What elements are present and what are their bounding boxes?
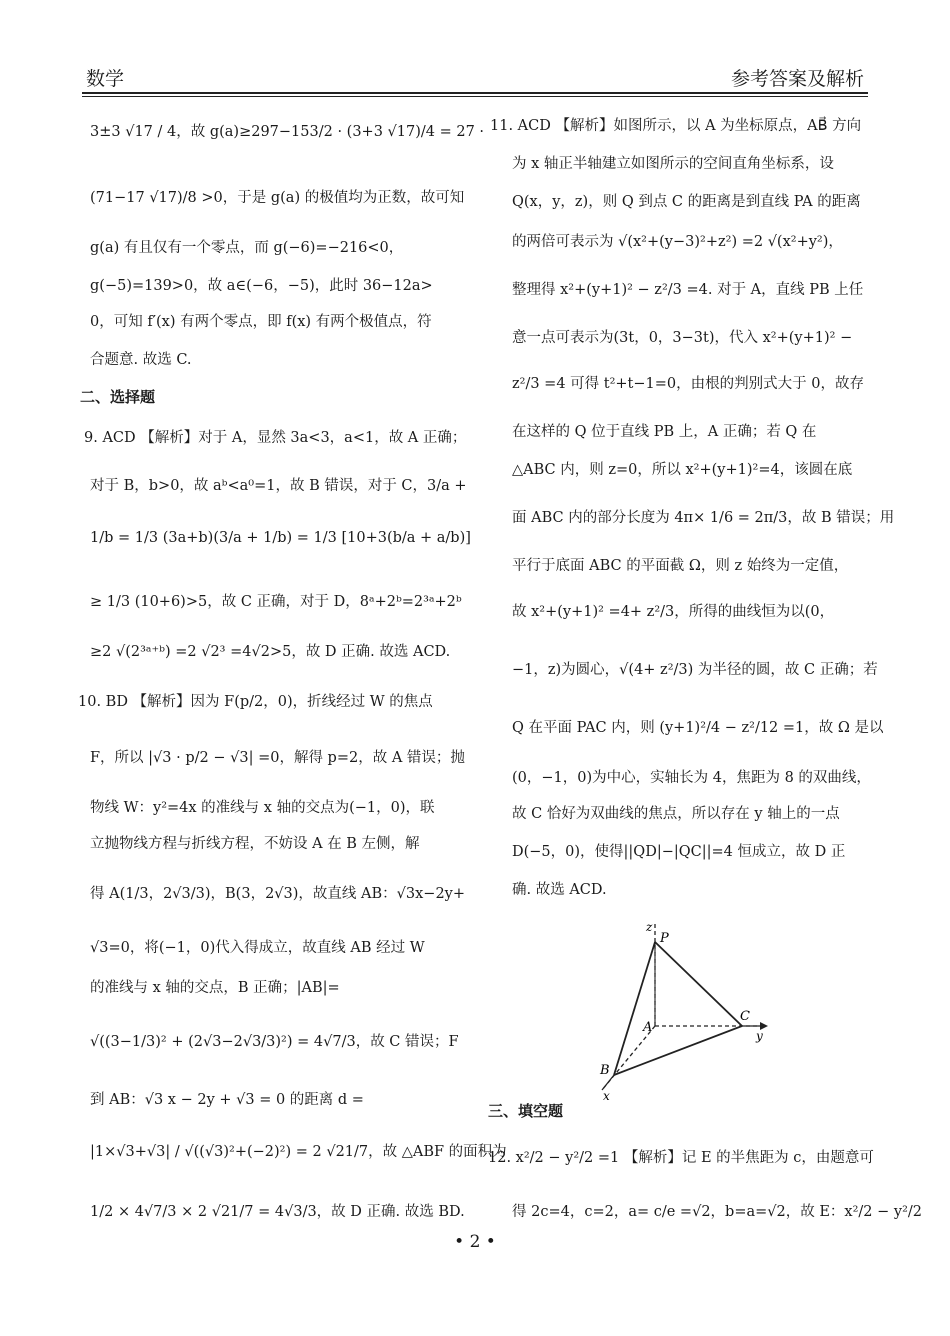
text-line: 到 AB：√3 x − 2y + √3 = 0 的距离 d = — [90, 1092, 364, 1108]
text-line: 10. BD 【解析】因为 F(p/2，0)，折线经过 W 的焦点 — [78, 694, 433, 710]
text-line: 整理得 x²+(y+1)² − z²/3 =4. 对于 A，直线 PB 上任 — [512, 282, 864, 298]
text-line: 9. ACD 【解析】对于 A，显然 3a<3，a<1，故 A 正确； — [84, 430, 467, 446]
section-heading: 三、填空题 — [488, 1102, 564, 1120]
text-line: 得 A(1/3，2√3/3)，B(3，2√3)，故直线 AB：√3x−2y+ — [90, 886, 466, 902]
text-line: 面 ABC 内的部分长度为 4π× 1/6 = 2π/3，故 B 错误；用 — [512, 510, 895, 526]
text-line: Q(x，y，z)，则 Q 到点 C 的距离是到直线 PA 的距离 — [512, 194, 861, 210]
text-line: 的两倍可表示为 √(x²+(y−3)²+z²) =2 √(x²+y²)， — [512, 234, 843, 250]
header-rule-thick — [82, 92, 868, 94]
header-section: 参考答案及解析 — [730, 68, 864, 90]
text-line: 12. x²/2 − y²/2 =1 【解析】记 E 的半焦距为 c，由题意可 — [488, 1150, 874, 1166]
text-line: |1×√3+√3| / √((√3)²+(−2)²) = 2 √21/7，故 △ABF 的面积为 — [90, 1144, 507, 1160]
page-number: • 2 • — [454, 1232, 496, 1252]
text-line: 立抛物线方程与折线方程，不妨设 A 在 B 左侧，解 — [90, 836, 420, 852]
text-line: 意一点可表示为(3t，0，3−3t)，代入 x²+(y+1)² − — [512, 330, 853, 346]
text-line: (0，−1，0)为中心，实轴长为 4，焦距为 8 的双曲线， — [512, 770, 871, 786]
text-line: D(−5，0)，使得||QD|−|QC||=4 恒成立，故 D 正 — [512, 844, 846, 860]
text-line: √((3−1/3)² + (2√3−2√3/3)²) = 4√7/3，故 C 错误；F — [90, 1034, 459, 1050]
edge-pb — [614, 942, 655, 1075]
text-line: 合题意. 故选 C. — [90, 352, 192, 368]
text-line: (71−17 √17)/8 >0，于是 g(a) 的极值均为正数，故可知 — [90, 190, 465, 206]
text-line: 1/2 × 4√7/3 × 2 √21/7 = 4√3/3，故 D 正确. 故选 BD. — [90, 1204, 465, 1220]
text-line: ≥ 1/3 (10+6)>5，故 C 正确，对于 D，8ᵃ+2ᵇ=2³ᵃ+2ᵇ — [90, 594, 462, 610]
label-y: y — [756, 1029, 763, 1043]
text-line: 平行于底面 ABC 的平面截 Ω，则 z 始终为一定值， — [512, 558, 849, 574]
text-line: Q 在平面 PAC 内，则 (y+1)²/4 − z²/12 =1，故 Ω 是以 — [512, 720, 884, 736]
text-line: 的准线与 x 轴的交点，B 正确；|AB|= — [90, 980, 340, 996]
header-subject: 数学 — [86, 68, 125, 90]
header-rule-thin — [82, 96, 868, 97]
text-line: 对于 B，b>0，故 aᵇ<a⁰=1，故 B 错误，对于 C，3/a + — [90, 478, 467, 494]
text-line: F，所以 |√3 · p/2 − √3| =0，解得 p=2，故 A 错误；抛 — [90, 750, 465, 766]
text-line: △ABC 内，则 z=0，所以 x²+(y+1)²=4，该圆在底 — [512, 462, 853, 478]
text-line: g(−5)=139>0，故 a∈(−6，−5)，此时 36−12a> — [90, 278, 433, 294]
text-line: 物线 W：y²=4x 的准线与 x 轴的交点为(−1，0)，联 — [90, 800, 435, 816]
section-heading: 二、选择题 — [80, 388, 156, 406]
text-line: 0，可知 f′(x) 有两个零点，即 f(x) 有两个极值点，符 — [90, 314, 432, 330]
text-line: 3±3 √17 / 4，故 g(a)≥297−153/2 · (3+3 √17)/4 = 27 · — [90, 124, 485, 140]
label-b: B — [600, 1063, 610, 1078]
text-line: 在这样的 Q 位于直线 PB 上，A 正确；若 Q 在 — [512, 424, 817, 440]
edge-bc — [614, 1026, 742, 1075]
text-line: 故 x²+(y+1)² =4+ z²/3，所得的曲线恒为以(0， — [512, 604, 835, 620]
label-z: z — [646, 920, 653, 934]
text-line: −1，z)为圆心，√(4+ z²/3) 为半径的圆，故 C 正确；若 — [512, 662, 878, 678]
label-p: P — [660, 931, 669, 946]
text-line: 确. 故选 ACD. — [512, 882, 607, 898]
text-line: g(a) 有且仅有一个零点，而 g(−6)=−216<0， — [90, 240, 404, 256]
text-line: ≥2 √(2³ᵃ⁺ᵇ) =2 √2³ =4√2>5，故 D 正确. 故选 ACD. — [90, 644, 451, 660]
text-line: 11. ACD 【解析】如图所示，以 A 为坐标原点，AB⃗ 方向 — [490, 118, 862, 134]
tetrahedron-figure — [590, 920, 780, 1100]
label-a: A — [643, 1020, 653, 1035]
text-line: 为 x 轴正半轴建立如图所示的空间直角坐标系，设 — [512, 156, 834, 172]
text-line: 故 C 恰好为双曲线的焦点，所以存在 y 轴上的一点 — [512, 806, 840, 822]
text-line: z²/3 =4 可得 t²+t−1=0，由根的判别式大于 0，故存 — [512, 376, 864, 392]
text-line: 1/b = 1/3 (3a+b)(3/a + 1/b) = 1/3 [10+3(b/a + a/b)] — [90, 530, 471, 546]
label-x: x — [603, 1089, 610, 1100]
text-line: 得 2c=4，c=2，a= c/e =√2，b=a=√2，故 E：x²/2 − y²/2 — [512, 1204, 923, 1220]
edge-pc — [655, 942, 742, 1026]
text-line: √3=0，将(−1，0)代入得成立，故直线 AB 经过 W — [90, 940, 425, 956]
label-c: C — [740, 1009, 750, 1024]
